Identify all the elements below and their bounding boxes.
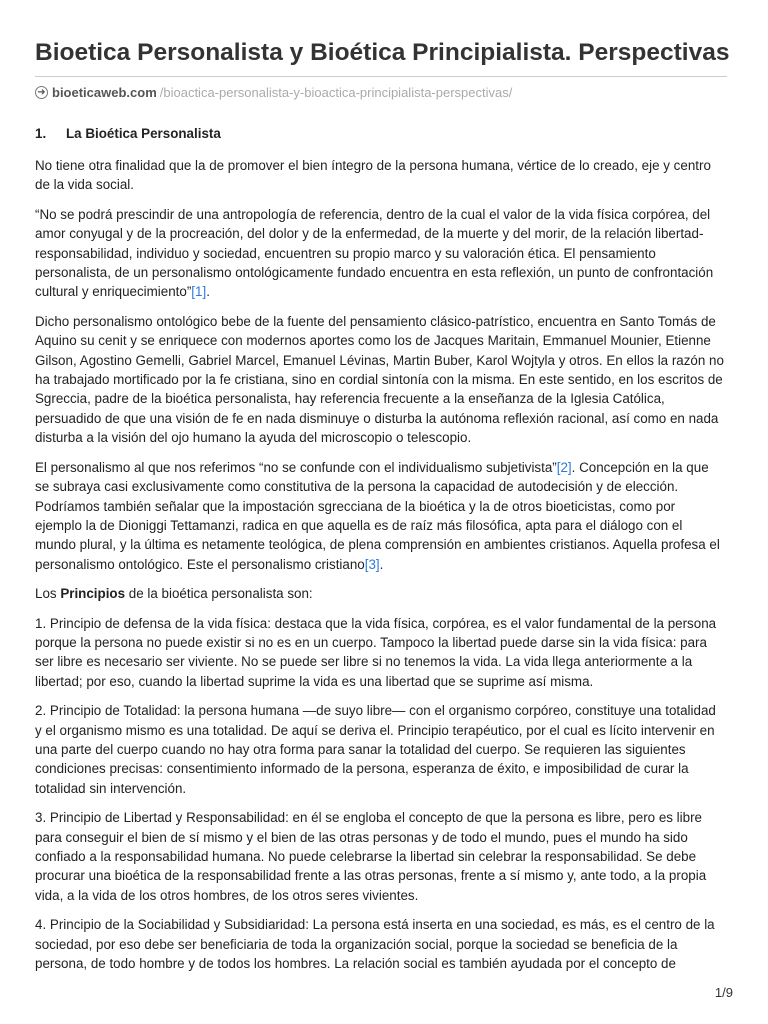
section-number: 1. <box>35 126 47 141</box>
section-title: La Bioética Personalista <box>66 126 221 141</box>
paragraph-3: Dicho personalismo ontológico bebe de la fuente del pensamiento clásico-patrístico, encuentra en Santo Tomás de Aquino su cenit y se enriquece con modernos aportes como los de Jacques Maritain, Emmanuel Mounier, Etienne Gilson, Agostino Gemelli, Gabriel Marcel, Emanuel Lévinas, Martin Buber, Karol Wojtyla y otros. En ellos la razón no ha trabajado mortificado por la fe cristiana, sino en cordial sintonía con la misma. En este sentido, en los escritos de Sgreccia, padre de la bioética personalista, hay referencia frecuente a la enseñanza de la Iglesia Católica, persuadido de que una visión de fe en nada disminuye o disturba la autónoma reflexión racional, así como en nada disturba a la visión del ojo humano la ayuda del microscopio o telescopio. <box>35 313 724 446</box>
principle-4: 4. Principio de la Sociabilidad y Subsidiaridad: La persona está inserta en una sociedad, es más, es el centro de la sociedad, por eso debe ser beneficiaria de toda la organización social, porque la sociedad se beneficia de la persona, de todo hombre y de todos los hombres. La relación social es también ayudada por el concepto de <box>35 917 715 972</box>
paragraph-5-bold: Principios <box>60 586 126 602</box>
paragraph-4-text-b: . Concepción en la que se subraya casi exclusivamente como constitutiva de la persona la capacidad de autodecisión y de elección. Podríamos también señalar que la impostación sgrecciana de la bioética y la de otros bioeticistas, como por ejemplo la de Dioniggi Tettamanzi, radica en que aquella es de raíz más filosófica, apta para el diálogo con el mundo plural, y la última es netamente teológica, de plena comprensión en ambientes cristianos. Aquella profesa el personalismo ontológico. Este el personalismo cristiano <box>35 459 720 572</box>
source-path[interactable]: /bioactica-personalista-y-bioactica-principialista-perspectivas/ <box>159 84 513 100</box>
section-heading <box>35 124 725 144</box>
principle-3: 3. Principio de Libertad y Responsabilidad: en él se engloba el concepto de que la persona es libre, pero es libre para conseguir el bien de sí mismo y el bien de las otras personas y de todo el mundo, pues el mundo ha sido confiado a la responsabilidad humana. No puede celebrarse la libertad sin celebrar la responsabilidad. Se debe procurar una bioética de la responsabilidad frente a las otras personas, frente a sí mismo y, ante todo, a la propia vida, a la vida de los otros hombres, de los otros seres vivientes. <box>35 810 707 903</box>
paragraph-1: No tiene otra finalidad que la de promover el bien íntegro de la persona humana, vértice de lo creado, eje y centro de la vida social. <box>35 158 711 193</box>
paragraph-2 <box>35 205 725 302</box>
article-body <box>35 118 725 983</box>
paragraph-5 <box>35 584 725 603</box>
paragraph-2-end: . <box>206 284 210 300</box>
paragraph-2-text: “No se podrá prescindir de una antropología de referencia, dentro de la cual el valor de la vida física corpórea, del amor conyugal y de la procreación, del dolor y de la enfermedad, de la muerte y del morir, de la relación libertad-responsabilidad, individuo y sociedad, encuentren su propio marco y su valoración ética. El pensamiento personalista, de un personalismo ontológicamente fundado encuentra en esta reflexión, un punto de confrontación cultural y enriquecimiento” <box>35 206 714 300</box>
paragraph-4 <box>35 458 725 574</box>
footnote-link-2[interactable]: [2] <box>556 459 572 475</box>
page-title: Bioetica Personalista y Bioética Principialista. Perspectivas <box>35 39 730 66</box>
paragraph-5-post: de la bioética personalista son: <box>125 586 313 602</box>
source-domain[interactable]: bioeticaweb.com <box>52 84 157 100</box>
principle-2: 2. Principio de Totalidad: la persona humana —de suyo libre— con el organismo corpóreo, constituye una totalidad y el organismo mismo es una totalidad. De aquí se deriva el. Principio terapéutico, por el cual es lícito intervenir en una parte del cuerpo cuando no hay otra forma para sanar la totalidad del cuerpo. Se requieren las siguientes condiciones precisas: consentimiento informado de la persona, esperanza de éxito, e imposibilidad de curar la totalidad sin intervención. <box>35 703 716 796</box>
footnote-link-3[interactable]: [3] <box>364 556 380 572</box>
page-number: 1/9 <box>714 985 733 1000</box>
principle-1: 1. Principio de defensa de la vida física: destaca que la vida física, corpórea, es el valor fundamental de la persona porque la persona no puede existir si no es en un cuerpo. Tampoco la libertad puede darse sin la vida física: para ser libre es necesario ser viviente. No se puede ser libre si no tenemos la vida. La vida llega anteriormente a la libertad; por eso, cuando la libertad suprime la vida es una libertad que se suprime así misma. <box>35 615 717 689</box>
footnote-link-1[interactable]: [1] <box>191 284 207 300</box>
title-divider <box>35 76 727 77</box>
arrow-circle-icon: ➜ <box>35 86 48 99</box>
paragraph-5-pre: Los <box>35 586 61 602</box>
paragraph-4-end: . <box>379 556 384 572</box>
source-link[interactable] <box>35 81 512 103</box>
paragraph-4-text-a: El personalismo al que nos referimos “no se confunde con el individualismo subjetivista” <box>35 459 557 475</box>
